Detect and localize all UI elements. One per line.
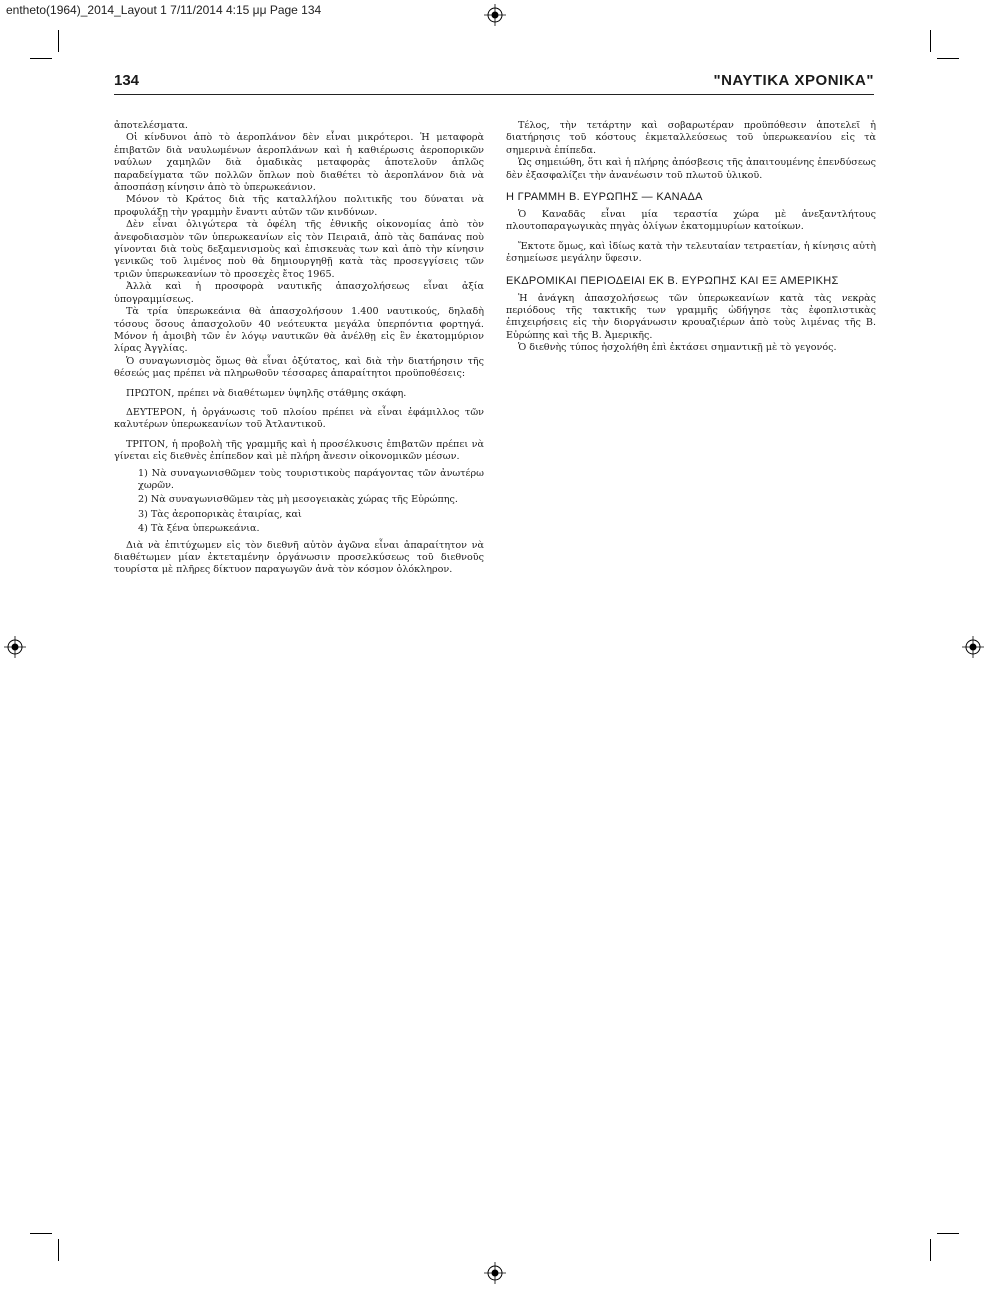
paragraph: Μόνον τὸ Κράτος διὰ τῆς καταλλήλου πολιτικῆς του δύναται νὰ προφυλάξῃ τὴν γραμμὴν ἔναντι αὐτῶν τῶν κινδύνων. bbox=[114, 194, 484, 218]
paragraph: Ὁ συναγωνισμὸς ὅμως θὰ εἶναι ὀξύτατος, καὶ διὰ τὴν διατήρησιν τῆς θέσεώς μας πρέπει νὰ πληρωθοῦν τέσσαρες ἀπαραίτητοι προϋποθέσεις: bbox=[114, 355, 484, 380]
list-item: 1) Νὰ συναγωνισθῶμεν τοὺς τουριστικοὺς παράγοντας τῶν ἀνωτέρω χωρῶν. bbox=[138, 467, 484, 491]
header-rule bbox=[114, 94, 874, 95]
paragraph: Ἔκτοτε ὅμως, καὶ ἰδίως κατὰ τὴν τελευταίαν τετραετίαν, ἡ κίνησις αὐτὴ ἐσημείωσε μεγάλην ὕφεσιν. bbox=[506, 240, 876, 265]
registration-mark-top-icon bbox=[484, 4, 506, 26]
paragraph: Τὰ τρία ὑπερωκεάνια θὰ ἀπασχολήσουν 1.400 ναυτικούς, δηλαδὴ τόσους ὅσους ἀπασχολοῦν 40 νεότευκτα μεγάλα ὑπερπόντια φορτηγά. Μόνον ἡ ἀμοιβὴ τῶν ἐν λόγῳ ναυτικῶν θὰ ἀνέλθῃ εἰς ἓν ἑκατομμύριον λίρας Ἀγγλίας. bbox=[114, 306, 484, 355]
paragraph: ΔΕΥΤΕΡΟΝ, ἡ ὀργάνωσις τοῦ πλοίου πρέπει νὰ εἶναι ἐφάμιλλος τῶν καλυτέρων ὑπερωκεανίων τοῦ Ἀτλαντικοῦ. bbox=[114, 406, 484, 431]
print-slug: entheto(1964)_2014_Layout 1 7/11/2014 4:15 μμ Page 134 bbox=[6, 3, 322, 17]
numbered-list bbox=[114, 468, 484, 536]
registration-mark-bottom-icon bbox=[484, 1262, 506, 1284]
crop-mark-top-right bbox=[930, 30, 931, 52]
paragraph: Ἡ ἀνάγκη ἀπασχολήσεως τῶν ὑπερωκεανίων κατὰ τὰς νεκρὰς περιόδους τῆς τακτικῆς των γραμμῆς ὡδήγησε τὰς ἐφοπλιστικὰς ἐπιχειρήσεις εἰς τὴν διοργάνωσιν κρουαζιέρων ἀπὸ τοὺς λιμένας τῆς Β. Εὐρώπης καὶ τῆς Β. Ἀμερικῆς. bbox=[506, 292, 876, 341]
list-item: 4) Τὰ ξένα ὑπερωκεάνια. bbox=[138, 523, 260, 535]
paragraph: Ὁ διεθνὴς τύπος ἠσχολήθη ἐπὶ ἐκτάσει σημαντικῇ μὲ τὸ γεγονός. bbox=[518, 342, 837, 354]
paragraph: ΤΡΙΤΟΝ, ἡ προβολὴ τῆς γραμμῆς καὶ ἡ προσέλκυσις ἐπιβατῶν πρέπει νὰ γίνεται εἰς διεθνὲς ἐπίπεδον καὶ μὲ πλήρη ἄνεσιν οἰκονομικῶν μέσων. bbox=[114, 438, 484, 463]
paragraph: Ὡς σημειώθη, ὅτι καὶ ἡ πλήρης ἀπόσβεσις τῆς ἀπαιτουμένης ἐπενδύσεως δὲν ἐξασφαλίζει τὴν ἀνανέωσιν τοῦ πλωτοῦ ὑλικοῦ. bbox=[506, 157, 876, 181]
list-item: 3) Τὰς ἀεροπορικὰς ἑταιρίας, καὶ bbox=[138, 508, 302, 520]
list-item: 2) Νὰ συναγωνισθῶμεν τὰς μὴ μεσογειακὰς χώρας τῆς Εὐρώπης. bbox=[138, 494, 458, 506]
section-heading: ΕΚΔΡΟΜΙΚΑΙ ΠΕΡΙΟΔΕΙΑΙ ΕΚ Β. ΕΥΡΩΠΗΣ ΚΑΙ ΕΞ ΑΜΕΡΙΚΗΣ bbox=[506, 274, 839, 287]
right-column bbox=[506, 120, 876, 1240]
paragraph: ΠΡΩΤΟΝ, πρέπει νὰ διαθέτωμεν ὑψηλῆς στάθμης σκάφη. bbox=[126, 387, 407, 399]
paragraph: Διὰ νὰ ἐπιτύχωμεν εἰς τὸν διεθνῆ αὐτὸν ἀγῶνα εἶναι ἀπαραίτητον νὰ διαθέτωμεν μίαν ἐκτεταμένην ὀργάνωσιν προσελκύσεως τοῦ διεθνοῦς τουρίστα μὲ πλῆρες δίκτυον παραγωγῶν ἀνὰ τὸν κόσμον ὁλόκληρον. bbox=[114, 539, 484, 576]
crop-mark-top-right-h bbox=[937, 58, 959, 59]
crop-mark-bottom-left-h bbox=[30, 1233, 52, 1234]
crop-mark-top-left bbox=[58, 30, 59, 52]
registration-mark-right-icon bbox=[962, 636, 984, 658]
paragraph: Ἀλλὰ καὶ ἡ προσφορὰ ναυτικῆς ἀπασχολήσεως εἶναι ἀξία ὑπογραμμίσεως. bbox=[114, 281, 484, 305]
running-head bbox=[114, 72, 874, 92]
crop-mark-bottom-right bbox=[930, 1239, 931, 1261]
crop-mark-bottom-right-h bbox=[937, 1233, 959, 1234]
left-column bbox=[114, 120, 484, 1240]
page-number: 134 bbox=[114, 72, 140, 89]
crop-mark-bottom-left bbox=[58, 1239, 59, 1261]
magazine-title: "ΝΑΥΤΙΚΑ ΧΡΟΝΙΚΑ" bbox=[713, 72, 874, 89]
registration-mark-left-icon bbox=[4, 636, 26, 658]
paragraph: Οἱ κίνδυνοι ἀπὸ τὸ ἀεροπλάνον δὲν εἶναι μικρότεροι. Ἡ μεταφορὰ ἐπιβατῶν διὰ ναυλωμένων ἀεροπλάνων καὶ ἡ καθιέρωσις ἀεροπορικῶν ναύλων χαμηλῶν διὰ ὁμαδικὰς μεταφορὰς ἀποτελοῦν ἁπλῶς παραδείγματα τῶν πολλῶν ὅπλων ποὺ διαθέτει τὸ ἀεροπλάνον διὰ νὰ ἀποσπάσῃ κίνησιν ἀπὸ τὸ ὑπερωκεάνιον. bbox=[114, 132, 484, 194]
paragraph: Ὁ Καναδᾶς εἶναι μία τεραστία χώρα μὲ ἀνεξαντλήτους πλουτοπαραγωγικὰς πηγὰς ὀλίγων ἑκατομμυρίων κατοίκων. bbox=[506, 209, 876, 233]
paragraph: Τέλος, τὴν τετάρτην καὶ σοβαρωτέραν προϋπόθεσιν ἀποτελεῖ ἡ διατήρησις τοῦ κόστους ἐκμεταλλεύσεως τοῦ ὑπερωκεανίου εἰς τὰ σημερινὰ ἐπίπεδα. bbox=[506, 120, 876, 156]
crop-mark-top-left-h bbox=[30, 58, 52, 59]
paragraph: Δὲν εἶναι ὀλιγώτερα τὰ ὀφέλη τῆς ἐθνικῆς οἰκονομίας ἀπὸ τὸν ἀνεφοδιασμὸν τῶν ὑπερωκεανίων εἰς τὸν Πειραιᾶ, ἀπὸ τὰς δαπάνας ποὺ γίνονται διὰ τοὺς δεξαμενισμοὺς καὶ ἐπισκευὰς των καὶ ἀπὸ τὴν κίνησιν γενικῶς τοῦ λιμένος ποὺ θὰ δημιουργηθῇ κατὰ τὰς προσεγγίσεις τῶν τριῶν ὑπερωκεανίων τὸ προσεχὲς ἔτος 1965. bbox=[114, 219, 484, 280]
section-heading: Η ΓΡΑΜΜΗ Β. ΕΥΡΩΠΗΣ — ΚΑΝΑΔΑ bbox=[506, 191, 703, 204]
paragraph: ἀποτελέσματα. bbox=[114, 120, 188, 131]
